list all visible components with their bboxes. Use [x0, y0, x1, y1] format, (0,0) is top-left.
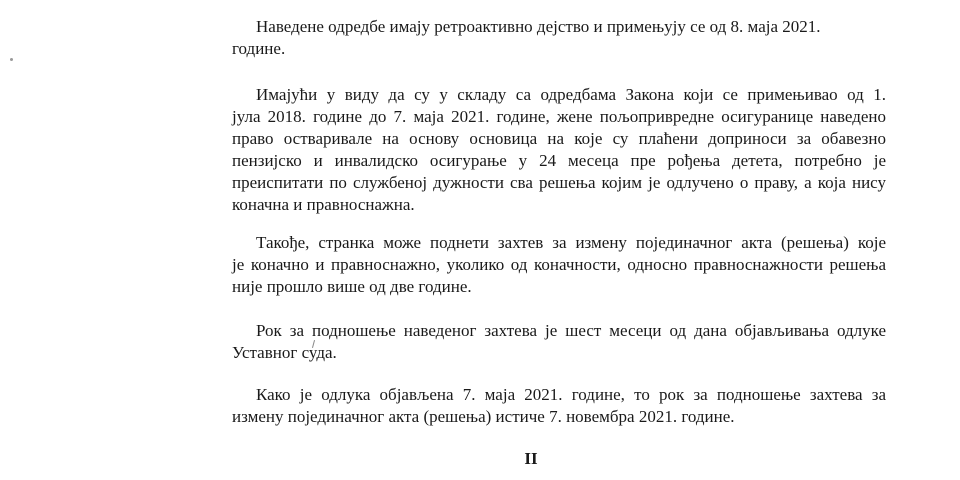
text-line: измену појединачног акта (решења) истиче 7. новембра 2021. године. — [232, 407, 735, 426]
text-line: јула 2018. године до 7. маја 2021. године, жене пољопривредне осигуранице наведено — [232, 107, 886, 126]
text-line: Како је одлука објављена 7. маја 2021. године, то рок за подношење захтева за — [256, 385, 886, 404]
section-heading: II — [524, 449, 538, 468]
paragraph-retroactive-effect — [232, 16, 886, 60]
text-line: Такође, странка може поднети захтев за измену појединачног акта (решења) које — [256, 233, 886, 252]
paragraph-review-decisions — [232, 84, 886, 216]
text-line: Рок за подношење наведеног захтева је шест месеци од дана објављивања одлуке — [256, 321, 886, 340]
paragraph-party-request — [232, 232, 886, 298]
paragraph-deadline-date — [232, 384, 886, 428]
text-line: Имајући у виду да су у складу са одредбама Закона који се примењивао од 1. — [256, 85, 886, 104]
text-line: године. — [232, 39, 286, 58]
paragraph-deadline — [232, 320, 886, 364]
text-line: је коначно и правноснажно, уколико од коначности, односно правноснажности решења — [232, 255, 886, 274]
scan-speck — [10, 58, 13, 61]
text-line: није прошло више од две године. — [232, 277, 472, 296]
text-line: Уставног суда. — [232, 343, 337, 362]
text-line: преиспитати по службеној дужности сва решења којим је одлучено о праву, а која нису — [232, 173, 886, 192]
text-line: право остваривале на основу основица на које су плаћени доприноси за обавезно — [232, 129, 886, 148]
text-line: Наведене одредбе имају ретроактивно дејство и примењују се од 8. маја 2021. — [256, 17, 821, 36]
text-line: коначна и правноснажна. — [232, 195, 415, 214]
text-line: пензијско и инвалидско осигурање у 24 месеца пре рођења детета, потребно је — [232, 151, 886, 170]
